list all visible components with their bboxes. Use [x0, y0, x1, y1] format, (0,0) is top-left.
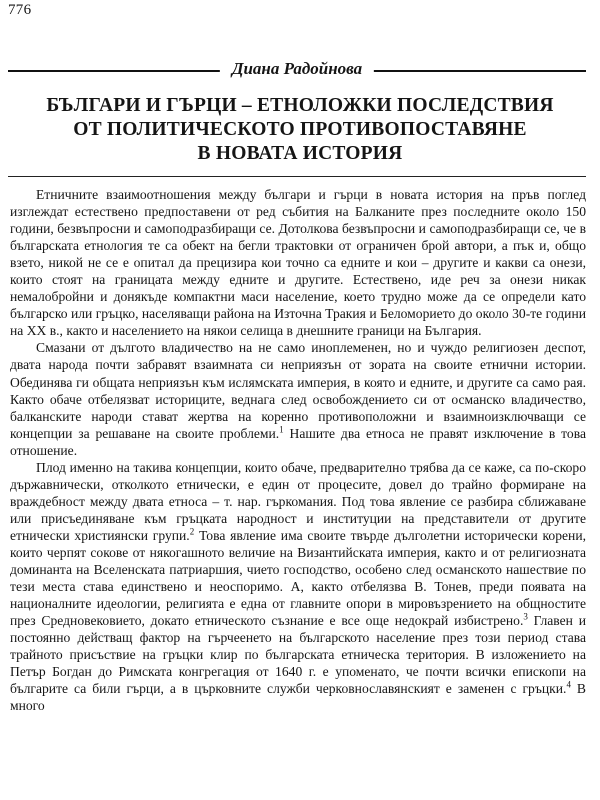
- paragraph-text: Смазани от дългото владичество на не само иноплеменен, но и чуждо религиозен деспот, двата народа почти забравят взаимната си неприязън от зората на своите етнични истории. Обединява ги общата неприязън към ислямската империя, в която и едните, и другите са само рая. Както обаче отбелязват историците, веднага след освобождението си от османско владичество, балканските народи стават жертва на коренно противоположни и взаимноизключващи се концепции за решаване на своите проблеми.: [10, 340, 586, 441]
- running-header: [8, 58, 586, 80]
- page-number: 776: [8, 2, 32, 18]
- footnote-mark: 1: [279, 424, 284, 435]
- title-divider: [8, 176, 586, 177]
- paragraph-text: Главен и постоянно действащ фактор на гърчеенето на българското население през този период става трайното присъствие на гръцки клир по българската етническа територия. В изложението на Петър Богдан до Римската конгрегация от 1640 г. е упоменато, че почти всички епископи на българите са били гърци, а в църковните служби черковнославянският е заменен с гръцки.: [10, 613, 587, 697]
- title-line: ОТ ПОЛИТИЧЕСКОТО ПРОТИВОПОСТАВЯНЕ: [73, 119, 527, 140]
- paragraph-text: Това явление има своите твърде дълголетни исторически корени, които черпят сокове от някогашното величие на Византийската империя, както и от религиозната доминанта на Вселенската патриаршия, чието господство, особено след османското нашествие по тези места става единствено и неоспоримо. А, както отбелязва В. Тонев, преди появата на националните идеологии, религията е една от главните опори в мировъзрението на общностите през Средновековието, докато етническото съзнание е все още недокрай избистрено.: [10, 527, 586, 629]
- paragraph-text: Плод именно на такива концепции, които обаче, предварително трябва да се каже, са по-скоро държавнически, отколкото етнически, е един от процесите, довел до трайно формиране на враждебност между двата етноса – т. нар. гъркомания. Под това явление се разбира сближаване или присъединяване към гръцката народност и институции на представители от другите етнически християнски групи.: [10, 459, 586, 543]
- footnote-mark: 2: [189, 526, 195, 537]
- title-line: БЪЛГАРИ И ГЪРЦИ – ЕТНОЛОЖКИ ПОСЛЕДСТВИЯ: [46, 95, 554, 116]
- article-title: [20, 94, 580, 166]
- article-body: [10, 186, 586, 714]
- author-name: Диана Радойнова: [220, 58, 374, 80]
- title-line: В НОВАТА ИСТОРИЯ: [197, 143, 403, 164]
- paragraph-text: Етничните взаимоотношения между българи и гърци в новата история на пръв поглед изглеждат естествено предпоставени от ред събития на Балканите през последните около 150 години, безвъпросни и самоподразбиращи се. Дотолкова безвъпросни и самоподразбиращи се, че в българската етнология те са обект на бегли трактовки от ограничен брой автори, а пък и, общо взето, никой не се е опитал да прецизира кои точно са едните и кои – другите и какви са онези, които стоят на границата между едните и другите. Естествено, иде реч за онези никак немалобройни и донякъде компактни маси население, което трудно може да се определи като българско или гръцко, населяващи района на Източна Тракия и Беломорието до около 30-те години на XX в., както и населението на някои селища в днешните граници на България.: [10, 187, 586, 339]
- paragraph: [10, 186, 586, 339]
- paragraph: [10, 459, 586, 715]
- footnote-mark: 3: [523, 611, 528, 622]
- paragraph-text: В много: [10, 681, 586, 714]
- footnote-mark: 4: [566, 679, 571, 690]
- paragraph: [10, 339, 586, 458]
- paragraph-text: Нашите два етноса не правят изключение в това отношение.: [10, 425, 587, 458]
